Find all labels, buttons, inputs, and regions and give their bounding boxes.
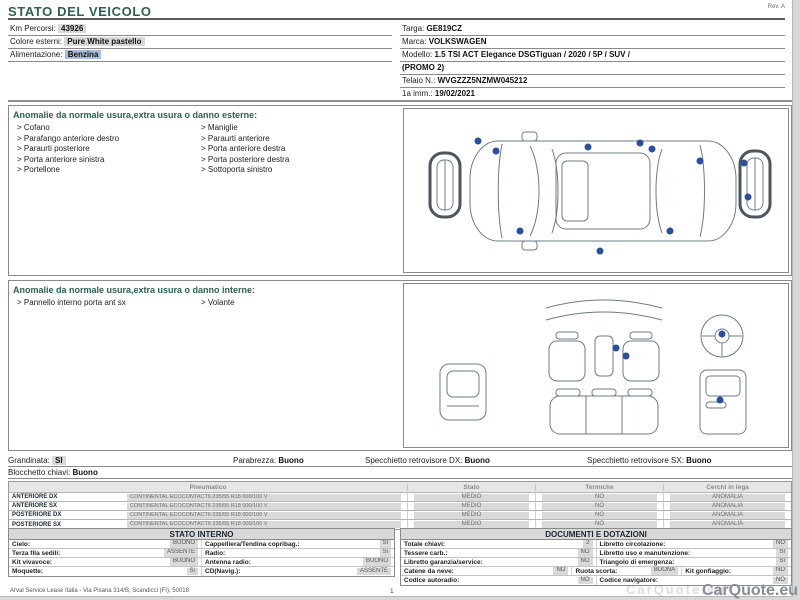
summary-value: Buono (464, 456, 490, 465)
tyres-header-stato: Stato (407, 484, 535, 491)
watermark-echo: CarQuote.eu (625, 582, 726, 597)
summary-parabrezza (233, 456, 365, 465)
documenti-title: DOCUMENTI E DOTAZIONI (401, 529, 791, 540)
info-value: Benzina (65, 50, 102, 59)
tyres-header-row (9, 482, 791, 493)
info-label: Modello: (402, 50, 433, 59)
table-row (9, 567, 394, 576)
summary-label: Grandinata: (8, 456, 50, 465)
field-label: Libretto garanzia/service: (404, 558, 483, 566)
tyres-table (8, 481, 792, 530)
info-label: 1a imm.: (402, 89, 433, 98)
tyre-stato: MEDIO (414, 521, 529, 528)
anomaly-item: > Porta anteriore destra (201, 144, 391, 155)
tyres-header-termiche: Termiche (535, 484, 663, 491)
tyre-termiche: NO (542, 512, 657, 519)
car-interior-diagram (404, 284, 788, 447)
info-label: Km Percorsi: (10, 24, 56, 33)
vehicle-info-left (8, 23, 392, 62)
tyre-stato: MEDIO (414, 503, 529, 510)
footer-address: Arval Service Lease Italia - Via Pisana 314/B, Scandicci (FI), 50018 (10, 588, 189, 594)
table-row (401, 540, 791, 549)
info-value: GE819CZ (426, 24, 463, 33)
table-row (9, 558, 394, 567)
field-value: NO (578, 549, 593, 557)
tyre-row (9, 502, 791, 511)
interior-diagram-box (403, 283, 789, 448)
field-label: Codice navigatore: (599, 577, 659, 584)
page-title: STATO DEL VEICOLO (8, 4, 152, 19)
field-value: SI (776, 549, 788, 557)
anomaly-item: > Cofano (17, 123, 201, 134)
info-value: VOLKSWAGEN (428, 37, 487, 46)
summary-blocchetto (8, 468, 98, 477)
info-row-targa (400, 23, 785, 36)
tyre-row (9, 493, 791, 502)
field-label: Catene da neve: (404, 567, 454, 575)
exterior-diagram-box (403, 108, 789, 273)
carquote-watermark: CarQuote.eu (701, 582, 798, 599)
info-label: Colore esterni: (10, 37, 63, 46)
tyre-termiche: NO (542, 521, 657, 528)
field-label: Ruota scorta: (575, 567, 618, 575)
field-value: BUONO (170, 540, 198, 548)
field-label: Radio: (205, 549, 226, 557)
interior-anomalies-section (8, 280, 792, 451)
tyre-stato: MEDIO (414, 512, 529, 519)
info-label: Targa: (402, 24, 425, 33)
anomaly-item: > Volante (201, 298, 391, 309)
field-value: Si (380, 540, 391, 548)
table-row (9, 540, 394, 549)
report-header (8, 3, 785, 20)
field-label: Codice autoradio: (404, 577, 460, 584)
summary-value: Buono (686, 456, 712, 465)
field-value: Si (187, 568, 198, 576)
field-value: SI (776, 558, 788, 566)
anomaly-item: > Paraurti posteriore (17, 144, 201, 155)
field-label: Kit vivavoce: (12, 558, 53, 566)
anomaly-item: > Porta posteriore destra (201, 155, 391, 166)
field-value: ASSENTE (357, 568, 391, 576)
tyre-description: CONTINENTAL ECOCONTACT6 235/55 R18 000/100 V (127, 512, 401, 519)
summary-label: Blocchetto chiavi: (8, 468, 71, 477)
tyre-termiche: NO (542, 503, 657, 510)
field-label: Triangolo di emergenza: (599, 558, 675, 566)
tyres-header-pneumatico: Pneumatico (189, 483, 227, 491)
field-value: 2 (583, 540, 592, 548)
info-value: 43926 (58, 24, 86, 33)
field-label: Moquette: (12, 568, 44, 575)
table-row (401, 549, 791, 558)
summary-label: Specchietto retrovisore DX: (365, 456, 463, 465)
vehicle-info-right (400, 23, 785, 101)
field-label: CD(Navig.): (205, 568, 241, 575)
field-value: BUONO (170, 558, 198, 566)
summary-specchietto-sx (587, 456, 712, 465)
stato-interno-title: STATO INTERNO (9, 529, 394, 540)
info-label: Telaio N.: (402, 76, 436, 85)
info-value: 19/02/2021 (434, 89, 475, 98)
blocchetto-line (8, 467, 792, 479)
field-value: BUONO (363, 558, 391, 566)
summary-label: Parabrezza: (233, 456, 277, 465)
field-label: Terza fila sedili: (12, 549, 61, 557)
info-row-telaio (400, 75, 785, 88)
tyre-position: ANTERIORE DX (12, 494, 58, 500)
tyre-cerchi: ANOMALIA (670, 494, 785, 501)
field-value: Si (380, 549, 391, 557)
field-label: Kit gonfiaggio: (685, 567, 732, 575)
tyre-position: POSTERIORE DX (12, 512, 62, 518)
field-label: Libretto circolazione: (599, 540, 666, 548)
tyre-cerchi: ANOMALIA (670, 503, 785, 510)
exterior-damage-dots (475, 138, 752, 255)
interior-anomalies-title: Anomalie da normale usura,extra usura o danno interne: (13, 285, 256, 295)
info-value: (PROMO 2) (402, 63, 445, 72)
field-value: NO (578, 558, 593, 566)
tyre-cerchi: ANOMALIA (670, 521, 785, 528)
exterior-anomalies-title: Anomalie da normale usura,extra usura o danno esterne: (13, 110, 258, 120)
anomaly-item: > Sottoporta sinistro (201, 165, 391, 176)
field-label: Totale chiavi: (404, 540, 446, 548)
anomaly-item: > Parafango anteriore destro (17, 134, 201, 145)
stato-interno-table (8, 528, 395, 577)
info-row-modello (400, 49, 785, 62)
info-row-colore (8, 36, 392, 49)
footer-page-number: 1 (390, 588, 394, 595)
table-row (401, 558, 791, 567)
field-label: Antenna radio: (205, 558, 251, 566)
field-value: NO (773, 577, 788, 585)
tyre-row (9, 511, 791, 520)
info-row-marca (400, 36, 785, 49)
summary-value: Buono (278, 456, 304, 465)
summary-label: Specchietto retrovisore SX: (587, 456, 684, 465)
field-value: NO (578, 577, 593, 585)
summary-value: SI (52, 456, 66, 465)
section-divider (8, 100, 792, 102)
revision-label: Rev. A (767, 4, 785, 10)
summary-value: Buono (72, 468, 98, 477)
anomaly-item: > Porta anteriore sinistra (17, 155, 201, 166)
info-row-modello-2 (400, 62, 785, 75)
tyre-description: CONTINENTAL ECOCONTACT6 235/55 R18 000/100 V (127, 521, 401, 528)
car-exterior-diagram (404, 109, 788, 272)
documenti-table (400, 528, 792, 586)
table-row (9, 549, 394, 558)
tyres-header-cerchi: Cerchi in lega (663, 484, 791, 491)
tyre-stato: MEDIO (414, 494, 529, 501)
field-value: BUONA (651, 567, 678, 575)
anomaly-item: > Maniglie (201, 123, 391, 134)
tyre-cerchi: ANOMALIA (670, 512, 785, 519)
field-value: NO (773, 540, 788, 548)
tyre-position: ANTERIORE SX (12, 503, 58, 509)
condition-summary-line (8, 455, 792, 467)
field-label: Tessere carb.: (404, 549, 448, 557)
field-value: ASSENTE (164, 549, 198, 557)
tyre-description: CONTINENTAL ECOCONTACT6 235/55 R18 000/100 V (127, 494, 401, 501)
field-label: Cielo: (12, 540, 31, 548)
anomaly-item: > Pannello interno porta ant sx (17, 298, 201, 309)
info-label: Marca: (402, 37, 427, 46)
info-value: 1.5 TSI ACT Elegance DSGTiguan / 2020 / 5P / SUV / (434, 50, 630, 59)
tyre-description: CONTINENTAL ECOCONTACT6 235/55 R18 000/100 V (127, 503, 401, 510)
field-label: Libretto uso e manutenzione: (599, 549, 691, 557)
exterior-anomalies-section (8, 105, 792, 276)
field-value: NO (773, 567, 788, 575)
info-label: Alimentazione: (10, 50, 63, 59)
summary-grandinata (8, 456, 233, 465)
info-row-km (8, 23, 392, 36)
summary-specchietto-dx (365, 456, 587, 465)
anomaly-item: > Portellone (17, 165, 201, 176)
tyre-position: POSTERIORE SX (12, 521, 62, 528)
field-value: NO (553, 567, 568, 575)
anomaly-item: > Paraurti anteriore (201, 134, 391, 145)
info-value: Pure White pastello (64, 37, 144, 46)
info-row-alimentazione (8, 49, 392, 62)
tyre-termiche: NO (542, 494, 657, 501)
info-value: WVGZZZ5NZMW045212 (437, 76, 528, 85)
table-row-triple (401, 567, 791, 576)
field-label: Cappelliera/Tendina copribag.: (205, 540, 300, 548)
